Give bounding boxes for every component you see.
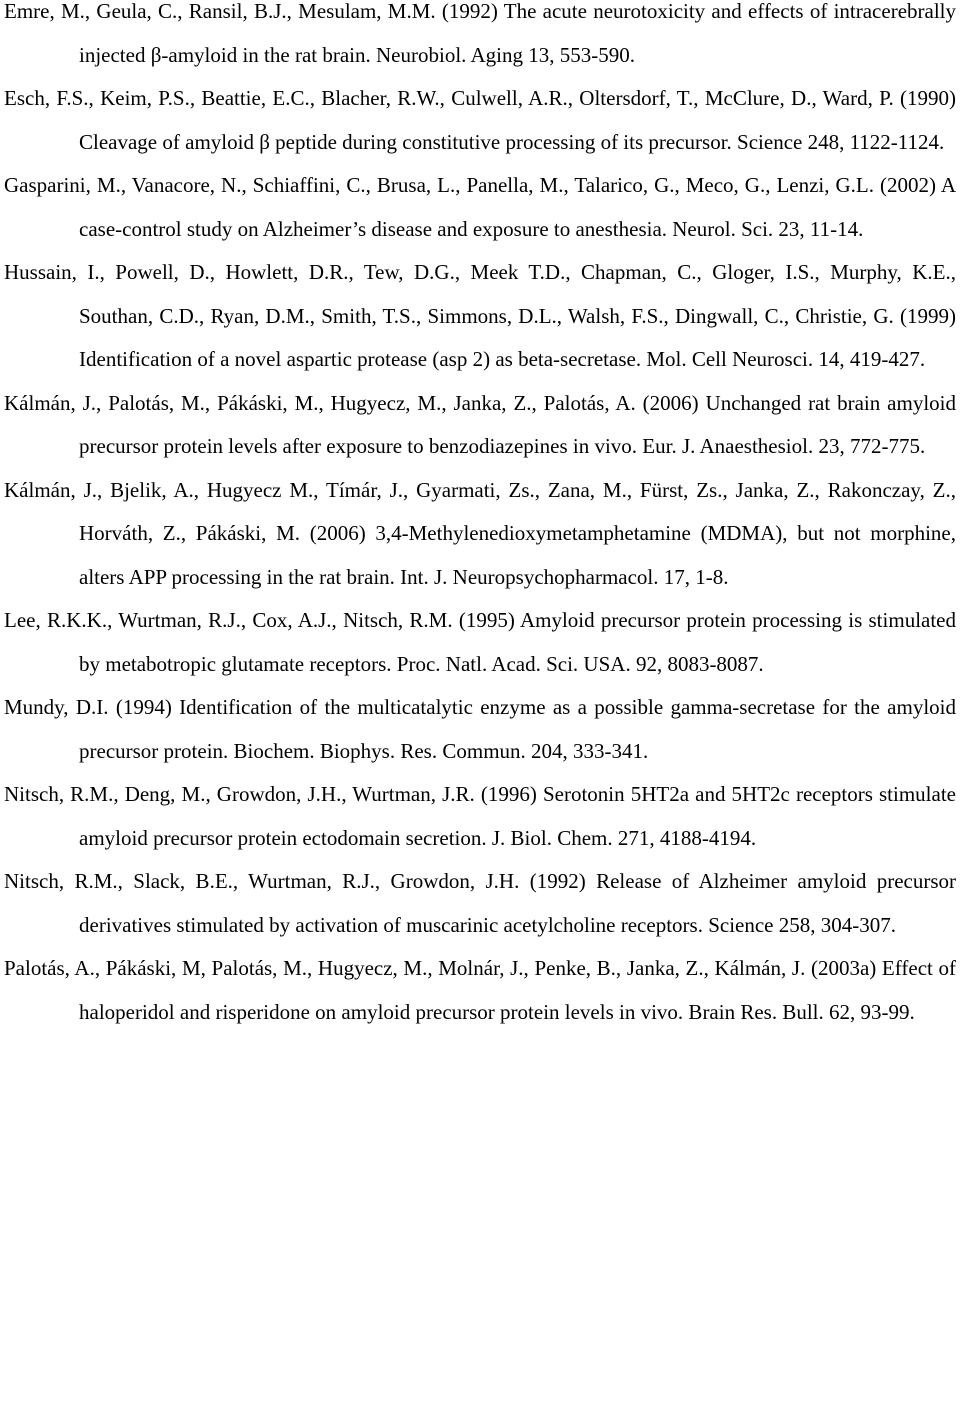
reference-entry-nitsch-1992: Nitsch, R.M., Slack, B.E., Wurtman, R.J., Growdon, J.H. (1992) Release of Alzheimer amyloid precursor derivatives stimulated by activation of muscarinic acetylcholine receptors. Science 258, 304-307. [4,869,956,937]
reference-list [4,0,956,1034]
reference-entry-kalman-2006a: Kálmán, J., Palotás, M., Pákáski, M., Hugyecz, M., Janka, Z., Palotás, A. (2006) Unchanged rat brain amyloid precursor protein levels after exposure to benzodiazepines in vivo. Eur. J. Anaesthesiol. 23, 772-775. [4,390,956,458]
reference-entry-kalman-2006b: Kálmán, J., Bjelik, A., Hugyecz M., Tímár, J., Gyarmati, Zs., Zana, M., Fürst, Zs., Janka, Z., Rakonczay, Z., Horváth, Z., Pákáski, M. (2006) 3,4-Methylenedioxymetamphetamine (MDMA), but not morphine, alters APP processing in the rat brain. Int. J. Neuropsychopharmacol. 17, 1-8. [4,477,956,589]
reference-entry-emre: Emre, M., Geula, C., Ransil, B.J., Mesulam, M.M. (1992) The acute neurotoxicity and effects of intracerebrally injected β-amyloid in the rat brain. Neurobiol. Aging 13, 553-590. [4,0,956,67]
reference-entry-mundy: Mundy, D.I. (1994) Identification of the multicatalytic enzyme as a possible gamma-secretase for the amyloid precursor protein. Biochem. Biophys. Res. Commun. 204, 333-341. [4,695,956,763]
reference-entry-hussain: Hussain, I., Powell, D., Howlett, D.R., Tew, D.G., Meek T.D., Chapman, C., Gloger, I.S., Murphy, K.E., Southan, C.D., Ryan, D.M., Smith, T.S., Simmons, D.L., Walsh, F.S., Dingwall, C., Christie, G. (1999) Identification of a novel aspartic protease (asp 2) as beta-secretase. Mol. Cell Neurosci. 14, 419-427. [4,260,956,371]
reference-entry-palotas-2003a: Palotás, A., Pákáski, M, Palotás, M., Hugyecz, M., Molnár, J., Penke, B., Janka, Z., Kálmán, J. (2003a) Effect of haloperidol and risperidone on amyloid precursor protein levels in vivo. Brain Res. Bull. 62, 93-99. [4,956,956,1024]
reference-entry-esch: Esch, F.S., Keim, P.S., Beattie, E.C., Blacher, R.W., Culwell, A.R., Oltersdorf, T., McClure, D., Ward, P. (1990) Cleavage of amyloid β peptide during constitutive processing of its precursor. Science 248, 1122-1124. [4,86,956,154]
reference-entry-nitsch-1996: Nitsch, R.M., Deng, M., Growdon, J.H., Wurtman, J.R. (1996) Serotonin 5HT2a and 5HT2c receptors stimulate amyloid precursor protein ectodomain secretion. J. Biol. Chem. 271, 4188-4194. [4,782,956,850]
reference-entry-lee: Lee, R.K.K., Wurtman, R.J., Cox, A.J., Nitsch, R.M. (1995) Amyloid precursor protein processing is stimulated by metabotropic glutamate receptors. Proc. Natl. Acad. Sci. USA. 92, 8083-8087. [4,608,956,676]
reference-entry-gasparini: Gasparini, M., Vanacore, N., Schiaffini, C., Brusa, L., Panella, M., Talarico, G., Meco, G., Lenzi, G.L. (2002) A case-control study on Alzheimer’s disease and exposure to anesthesia. Neurol. Sci. 23, 11-14. [4,173,956,241]
